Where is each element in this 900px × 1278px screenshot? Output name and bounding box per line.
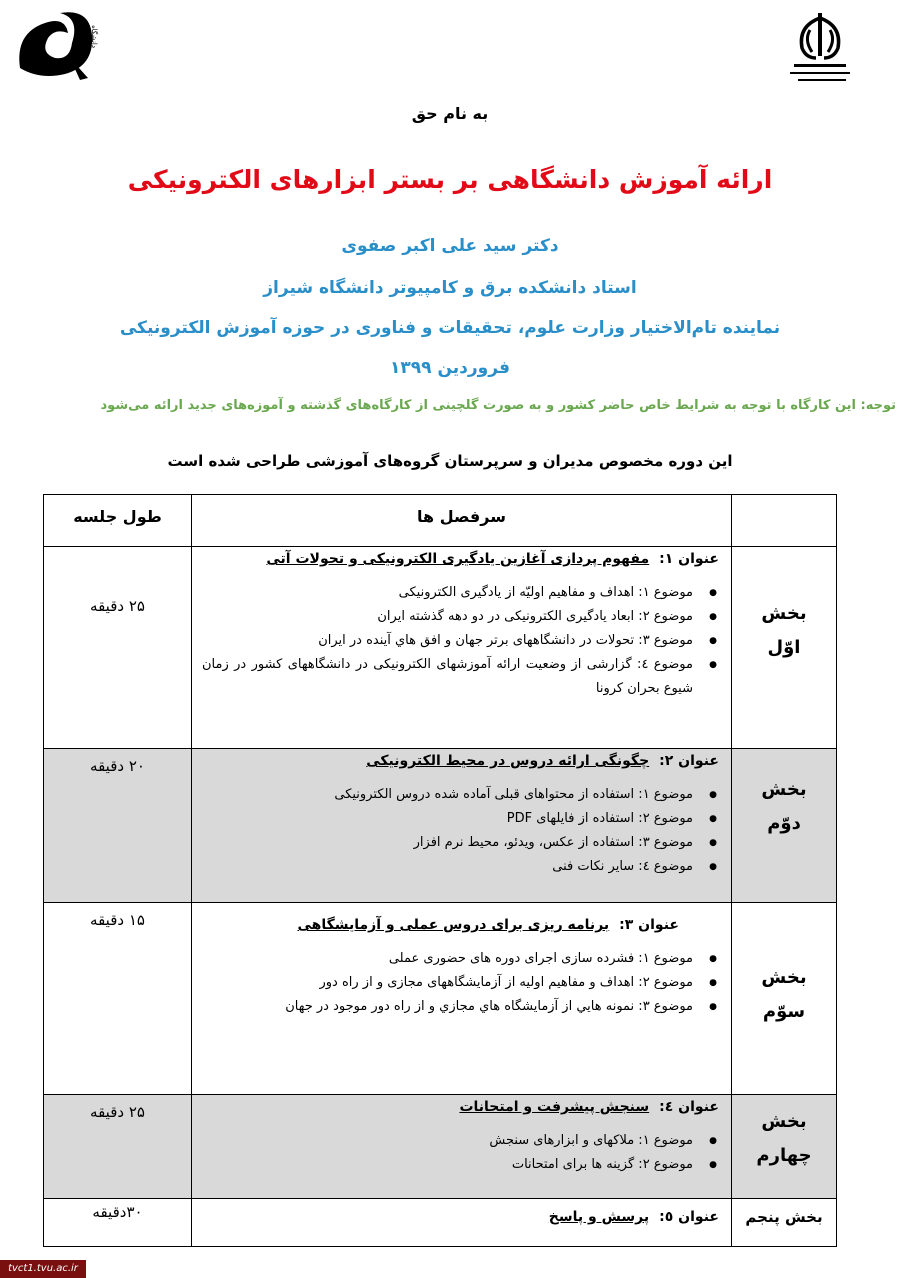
- topic-heading: [202, 753, 719, 769]
- subtopic-list: [202, 783, 719, 879]
- section-label: بخش اوّل: [732, 547, 837, 749]
- list-item: ● موضوع ۳: استفاده از عکس، ویدئو، محیط نرم افزار: [202, 831, 719, 855]
- topics-cell: [192, 547, 732, 749]
- duration-cell: ۲۵ دقیقه: [44, 547, 192, 749]
- workshop-note: توجه: این کارگاه با توجه به شرایط خاص حاضر کشور و به صورت گلچینی از کارگاه‌های گذشته و آموزه‌های جدید ارائه می‌شود: [100, 398, 896, 413]
- topics-cell: [192, 749, 732, 903]
- ministry-emblem: [780, 8, 860, 88]
- topic-number: عنوان ٤:: [659, 1099, 719, 1115]
- subtopic-list: [202, 581, 719, 701]
- list-item: ● موضوع ٤: سایر نکات فنی: [202, 855, 719, 879]
- presenter-role: نماینده تام‌الاختیار وزارت علوم، تحقیقات و فناوری در حوزه آموزش الکترونیکی: [119, 318, 781, 338]
- duration-cell: ۱۵ دقیقه: [44, 903, 192, 1095]
- topic-heading: [202, 917, 679, 933]
- topic-number: عنوان ۳:: [619, 917, 679, 933]
- list-item: ● موضوع ۱: استفاده از محتواهای قبلی آماده شده دروس الکترونیکی: [202, 783, 719, 807]
- header-duration: طول جلسه: [44, 495, 192, 547]
- list-item: ● موضوع ۲: گزینه ها برای امتحانات: [202, 1153, 719, 1177]
- table-row: [44, 1199, 837, 1247]
- topic-number: عنوان ۱:: [659, 551, 719, 567]
- topic-title: مفهوم پردازی آغازین یادگیری الکترونیکی و تحولات آتی: [266, 551, 650, 567]
- presentation-date: فروردین ۱۳۹۹: [390, 358, 510, 378]
- presenter-name: دکتر سید علی اکبر صفوی: [341, 236, 559, 256]
- table-row: [44, 547, 837, 749]
- duration-cell: ۳۰دقیقه: [44, 1199, 192, 1247]
- topics-cell: [192, 1199, 732, 1247]
- section-label: بخش پنجم: [732, 1199, 837, 1247]
- schedule-table: [43, 494, 837, 1247]
- topics-cell: [192, 1095, 732, 1199]
- topic-heading: [202, 1099, 719, 1115]
- topic-heading: [202, 1203, 719, 1225]
- university-logo: [10, 8, 105, 86]
- list-item: ● موضوع ۱: فشرده سازی اجرای دوره های حضوری عملی: [202, 947, 719, 971]
- table-row: [44, 903, 837, 1095]
- topics-cell: [192, 903, 732, 1095]
- table-row: [44, 749, 837, 903]
- presenter-position: استاد دانشکده برق و کامپیوتر دانشگاه شیراز: [263, 278, 637, 298]
- table-row: [44, 1095, 837, 1199]
- subtopic-list: [202, 1129, 719, 1177]
- list-item: ● موضوع ۲: اهداف و مفاهیم اولیه از آزمایشگاههای مجازی و از راه دور: [202, 971, 719, 995]
- subtopic-list: [202, 947, 719, 1019]
- topic-title: برنامه ریزی برای دروس عملی و آزمایشگاهی: [297, 917, 610, 933]
- list-item: ● موضوع ۱: ملاکهای و ابزارهای سنجش: [202, 1129, 719, 1153]
- section-label: بخش چهارم: [732, 1095, 837, 1199]
- invocation: به نام حق: [411, 104, 489, 123]
- list-item: ● موضوع ۲: استفاده از فایلهای PDF: [202, 807, 719, 831]
- topic-title: پرسش و پاسخ: [548, 1209, 650, 1225]
- list-item: ● موضوع ۱: اهداف و مفاهیم اولیّه از یادگیری الکترونیکی: [202, 581, 719, 605]
- topic-number: عنوان ۲:: [659, 753, 719, 769]
- section-label: بخش دوّم: [732, 749, 837, 903]
- list-item: ● موضوع ۳: تحولات در دانشگاههای برتر جهان و افق هاي آینده در ایران: [202, 629, 719, 653]
- header-topics: سرفصل ها: [192, 495, 732, 547]
- header-section: [732, 495, 837, 547]
- duration-cell: ۲۵ دقیقه: [44, 1095, 192, 1199]
- site-badge[interactable]: tvct1.tvu.ac.ir: [0, 1260, 86, 1278]
- document-title: ارائه آموزش دانشگاهی بر بستر ابزارهای الکترونیکی: [127, 165, 773, 194]
- topic-number: عنوان ٥:: [659, 1209, 719, 1225]
- section-label: بخش سوّم: [732, 903, 837, 1095]
- table-header-row: [44, 495, 837, 547]
- list-item: ● موضوع ۲: ابعاد یادگیری الکترونیکی در دو دهه گذشته ایران: [202, 605, 719, 629]
- audience-statement: این دوره مخصوص مدیران و سرپرستان گروه‌های آموزشی طراحی شده است: [167, 452, 733, 470]
- list-item: ● موضوع ۳: نمونه هایي از آزمایشگاه هاي مجازي و از راه دور موجود در جهان: [202, 995, 719, 1019]
- topic-title: چگونگی ارائه دروس در محیط الکترونیکی: [366, 753, 650, 769]
- topic-heading: [202, 551, 719, 567]
- duration-cell: ۲۰ دقیقه: [44, 749, 192, 903]
- topic-title: سنجش پیشرفت و امتحانات: [459, 1099, 650, 1115]
- university-logo-text: دانشگاه: [90, 25, 98, 48]
- list-item: ● موضوع ٤: گزارشی از وضعیت ارائه آموزشهای الکترونیکی در دانشگاههای کشور در زمان شیوع بحران کرونا: [202, 653, 719, 701]
